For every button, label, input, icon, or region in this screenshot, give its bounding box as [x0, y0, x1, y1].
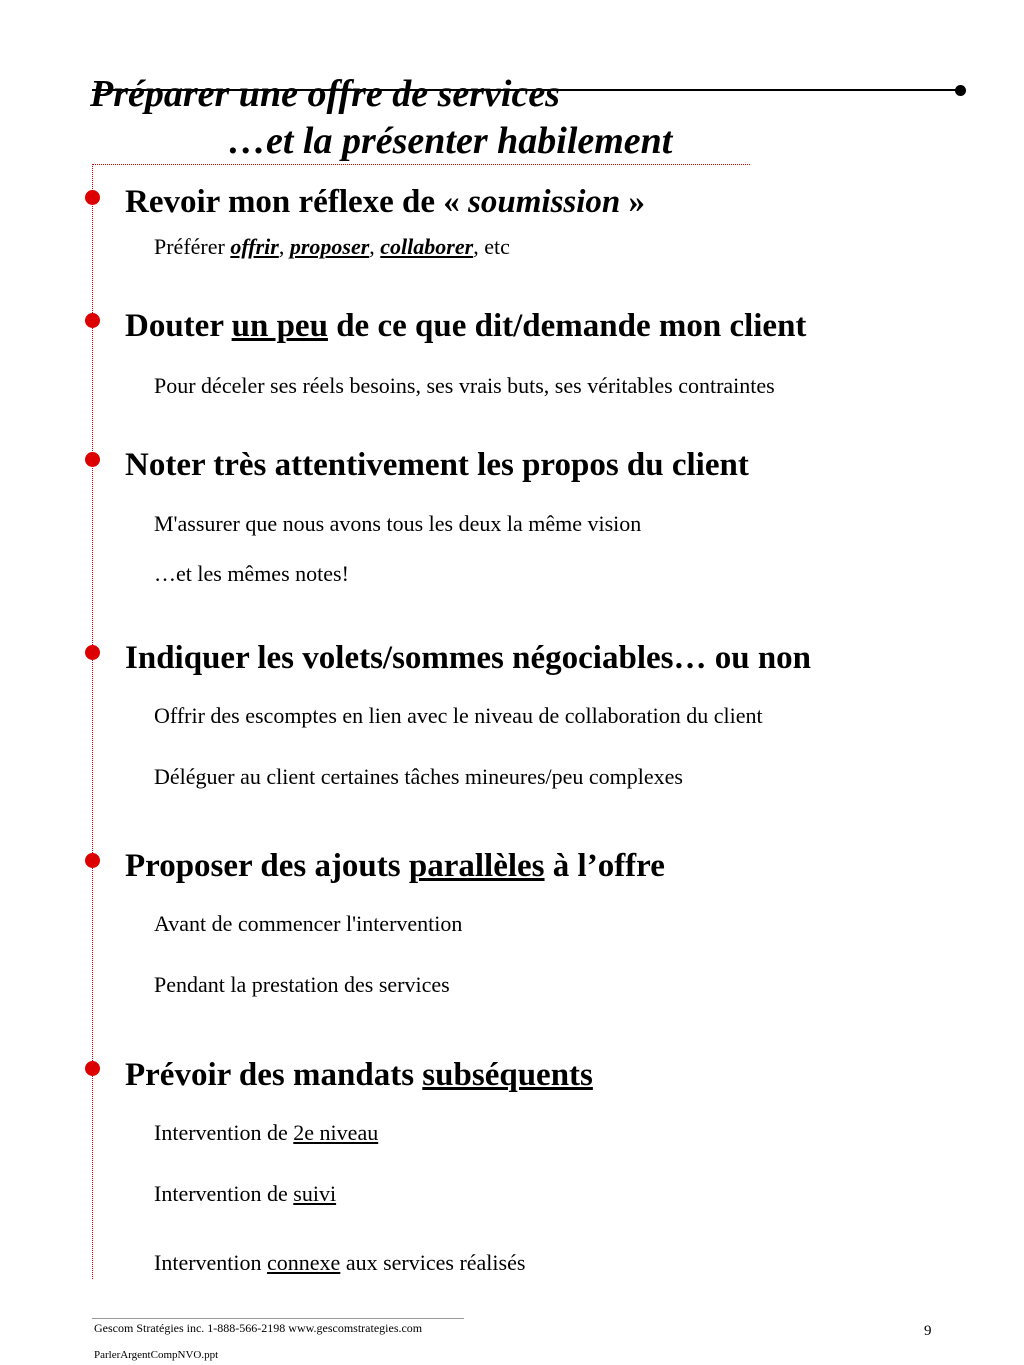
footer-filename: ParlerArgentCompNVO.ppt	[94, 1349, 219, 1361]
page-title: Préparer une offre de services	[90, 73, 560, 115]
section-6-sub-2: Intervention de suivi	[154, 1181, 337, 1206]
section-3-sub-2: …et les mêmes notes!	[154, 561, 349, 586]
section-heading-2: Douter un peu de ce que dit/demande mon client	[125, 308, 807, 344]
section-5-sub-1: Avant de commencer l'intervention	[154, 911, 463, 936]
section-3-sub-1: M'assurer que nous avons tous les deux la même vision	[154, 511, 642, 536]
section-6-sub-1: Intervention de 2e niveau	[154, 1120, 379, 1145]
section-1-sub-1: Préférer offrir, proposer, collaborer, etc	[154, 234, 510, 259]
section-4-sub-1: Offrir des escomptes en lien avec le niveau de collaboration du client	[154, 703, 763, 728]
page-subtitle: …et la présenter habilement	[228, 120, 673, 162]
bullet-1	[85, 190, 100, 205]
section-heading-5: Proposer des ajouts parallèles à l’offre	[125, 848, 665, 884]
bullet-5	[85, 853, 100, 868]
bullet-4	[85, 645, 100, 660]
dotted-guide-vertical	[92, 164, 93, 1279]
title-rule-dot	[955, 85, 966, 96]
section-heading-3: Noter très attentivement les propos du client	[125, 447, 749, 483]
section-5-sub-2: Pendant la prestation des services	[154, 972, 450, 997]
footer-company: Gescom Stratégies inc. 1-888-566-2198 www.gescomstrategies.com	[94, 1321, 423, 1335]
section-2-sub-1: Pour déceler ses réels besoins, ses vrais buts, ses véritables contraintes	[154, 373, 775, 398]
footer-rule	[92, 1318, 464, 1319]
bullet-2	[85, 313, 100, 328]
page-number: 9	[924, 1323, 932, 1339]
bullet-3	[85, 452, 100, 467]
dotted-guide-horizontal	[92, 164, 750, 165]
section-heading-4: Indiquer les volets/sommes négociables… ou non	[125, 640, 812, 676]
section-6-sub-3: Intervention connexe aux services réalisés	[154, 1250, 526, 1275]
bullet-6	[85, 1061, 100, 1076]
section-heading-6: Prévoir des mandats subséquents	[125, 1057, 593, 1093]
section-heading-1: Revoir mon réflexe de « soumission »	[125, 184, 646, 220]
section-4-sub-2: Déléguer au client certaines tâches mineures/peu complexes	[154, 764, 683, 789]
